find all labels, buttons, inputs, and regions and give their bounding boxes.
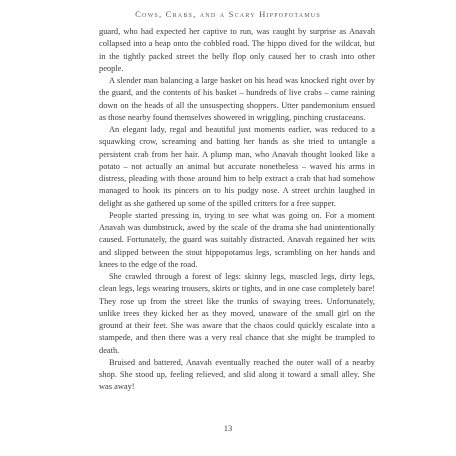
running-head: Cows, Crabs, and a Scary Hippopotamus <box>135 9 321 19</box>
paragraph-6: Bruised and battered, Anavah eventually reached the outer wall of a nearby shop. She stood up, feeling relieved, and slid along it toward a small alley. She was away! <box>99 357 375 392</box>
paragraph-1: guard, who had expected her captive to run, was caught by surprise as Anavah collapsed into a heap onto the cobbled road. The hippo dived for the wildcat, but in the tightly packed street the belly flop only caused her to crash into other people. <box>99 27 375 73</box>
paragraph-5: She crawled through a forest of legs: skinny legs, muscled legs, dirty legs, clean legs, legs wearing trousers, skirts or tights, and in one case completely bare! They rose up from the street like the trunks of swaying trees. Unfortunately, unlike trees they kicked her as they moved, unaware of the small girl on the ground at their feet. She was aware that the chaos could quickly escalate into a stampede, and then there was a very real chance that she might be trampled to death. <box>99 272 375 355</box>
body-text <box>99 26 375 394</box>
paragraph-4: People started pressing in, trying to see what was going on. For a moment Anavah was dumbstruck, awed by the scale of the drama she had unintentionally caused. Fortunately, the guard was suitably distracted. Anavah regained her wits and slipped between the stout hippopotamus legs, scrambling on her hands and knees to the edge of the road. <box>99 210 375 269</box>
paragraph-3: An elegant lady, regal and beautiful just moments earlier, was reduced to a squawking crow, screaming and batting her hands as she tried to untangle a persistent crab from her hair. A plump man, who Anavah thought looked like a potato – not actually an animal but accurate nonetheless – waved his arms in distress, pleading with those around him to help extract a crab that had somehow managed to hook its pincers on to his pudgy nose. A street urchin laughed in delight as she gathered up some of the spilled critters for a free supper. <box>99 125 375 208</box>
paragraph-2: A slender man balancing a large basket on his head was knocked right over by the guard, and the contents of his basket – hundreds of live crabs – came raining down on the heads of all the unsuspecting shoppers. Utter pandemonium ensued as those nearby found themselves showered in wriggling, pinching crustaceans. <box>99 76 375 122</box>
page-number: 13 <box>223 423 233 433</box>
